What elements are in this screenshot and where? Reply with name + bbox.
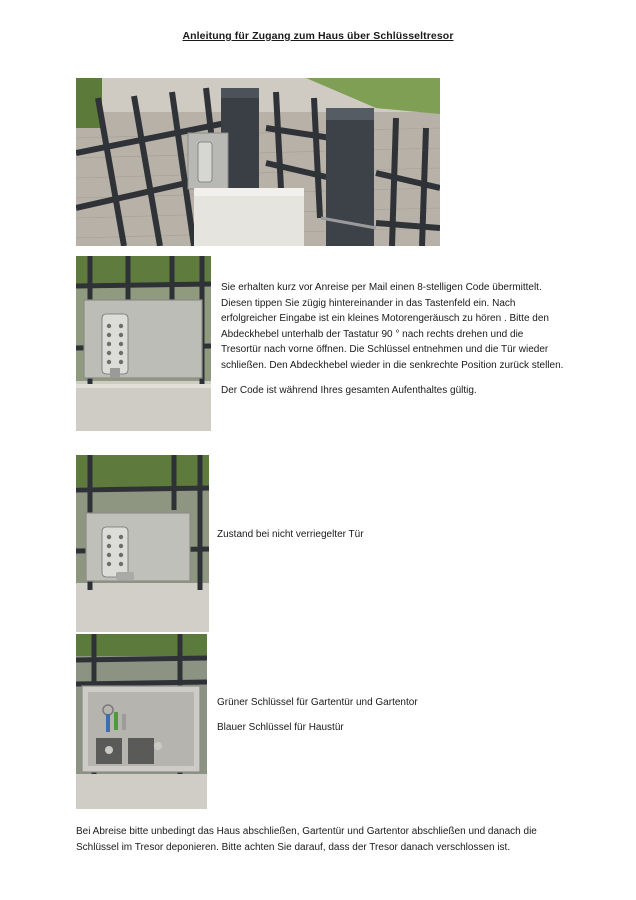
open-safe-keys-photo [76, 634, 207, 809]
blue-key-caption: Blauer Schlüssel für Haustür [217, 722, 344, 733]
instructions-paragraph-code: Sie erhalten kurz vor Anreise per Mail einen 8-stelligen Code übermittelt. Diesen tippen Sie zügig hintereinander in das Tastenfeld ein. Nach erfolgreicher Eingabe ist ein kleines Motorengeräusch zu hören . Bitte den Abdeckhebel unterhalb der Tastatur 90 ° nach rechts drehen und die Tresortür nach vorne öffnen. Die Schlüssel entnehmen und die Tür wieder schließen. Den Abdeckhebel wieder in die senkrechte Position zurück stellen. [221, 282, 564, 371]
gate-overview-photo [76, 78, 440, 246]
unlocked-safe-photo [76, 455, 209, 632]
instructions-paragraph-validity: Der Code ist während Ihres gesamten Aufenthaltes gültig. [221, 384, 477, 396]
unlocked-state-caption: Zustand bei nicht verriegelter Tür [217, 529, 364, 540]
green-key-caption: Grüner Schlüssel für Gartentür und Gartentor [217, 697, 418, 708]
instructions-text [221, 280, 566, 407]
page-title: Anleitung für Zugang zum Haus über Schlüsseltresor [182, 30, 454, 42]
keypad-closeup-photo [76, 256, 211, 431]
departure-instructions: Bei Abreise bitte unbedingt das Haus abschließen, Gartentür und Gartentor abschließen und danach die Schlüssel im Tresor deponieren. Bitte achten Sie darauf, dass der Tresor danach verschlossen ist. [76, 826, 537, 853]
